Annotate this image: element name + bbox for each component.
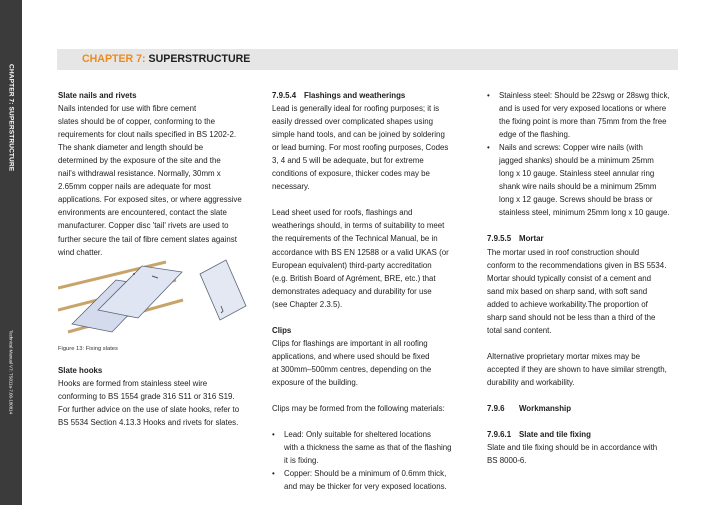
alternative-mortar-line: durability and workability.: [487, 377, 575, 387]
clips-heading: Clips: [272, 325, 292, 335]
flashings-line: simple hand tools, and can be joined by soldering: [272, 130, 445, 140]
list-item-line: and may be thicker for very exposed locations.: [284, 482, 447, 492]
alternative-mortar-line: Alternative proprietary mortar mixes may be: [487, 351, 641, 361]
lead-sheet-line: Lead sheet used for roofs, flashings and: [272, 208, 413, 218]
clips-line: exposure of the building.: [272, 377, 358, 387]
section-title: Flashings and weatherings: [304, 91, 406, 100]
section-number: 7.9.5.4: [272, 91, 297, 100]
section-number: 7.9.6.1: [487, 430, 512, 440]
lead-sheet-line: (e.g. British Board of Agrément, BRE, etc.) that: [272, 273, 436, 283]
list-item-line: and is used for very exposed locations or where: [499, 104, 667, 114]
mortar-line: The mortar used in roof construction should: [487, 247, 640, 257]
list-item-line: long x 12 gauge. Screws should be brass or: [499, 195, 653, 205]
flashings-line: conditions of exposure, thicker codes may be: [272, 169, 430, 179]
mortar-line: Mortar should typically consist of a cement and: [487, 273, 652, 283]
flashings-line: 3, 4 and 5 will be adequate, but for extreme: [272, 156, 424, 166]
slate-hooks-line: BS 5534 Section 4.13.3 Hooks and rivets for slates.: [58, 418, 239, 428]
flashings-line: Lead is generally ideal for roofing purposes; it is: [272, 104, 440, 114]
slate-tile-fixing-heading: [487, 428, 685, 441]
list-item-line: stainless steel, minimum 25mm long x 10 gauge.: [499, 208, 670, 218]
slate-nails-line: manufacturer. Copper disc 'tail' rivets are used to: [58, 221, 229, 231]
slate-nails-line: wind chatter.: [58, 247, 103, 257]
slate-nails-line: applications. For exposed sites, or where aggressive: [58, 195, 242, 205]
slate-hooks-heading: Slate hooks: [58, 366, 103, 375]
list-item-line: • Nails and screws: Copper wire nails (with: [499, 143, 643, 153]
list-item-line: with a thickness the same as that of the flashing: [284, 443, 452, 453]
slate-nails-line: further secure the tail of fibre cement slates against: [58, 234, 237, 244]
chapter-number: CHAPTER 7:: [82, 53, 146, 65]
chapter-title: [82, 52, 250, 66]
mortar-line: added to achieve workability.The proportion of: [487, 299, 648, 309]
list-item-line: shank wire nails should be a minimum 25mm: [499, 182, 657, 192]
flashings-heading: [272, 89, 474, 102]
mortar-heading: [487, 232, 685, 245]
clips-line: Clips for flashings are important in all roofing: [272, 338, 428, 348]
sidebar-chapter-label: CHAPTER 7: SUPERSTRUCTURE: [7, 64, 15, 172]
slate-hooks-line: Hooks are formed from stainless steel wire: [58, 379, 208, 389]
slate-nails-line: nail's withdrawal resistance. Normally, 30mm x: [58, 169, 221, 179]
lead-sheet-line: the requirements of the Technical Manual, be in: [272, 234, 438, 244]
list-item-line: the fixing point is more than 75mm from the free: [499, 117, 667, 127]
workmanship-heading: [487, 402, 685, 415]
slate-batten-illustration-left: [58, 262, 183, 332]
slate-nails-line: slates should be of copper, conforming to the: [58, 117, 216, 127]
slate-hooks-line: conforming to BS 1554 grade 316 S11 or 316 S19.: [58, 392, 235, 402]
list-item-line: • Copper: Should be a minimum of 0.6mm thick,: [284, 469, 447, 479]
column-1-slate-hooks: [58, 364, 256, 429]
list-item-line: long x 10 gauge. Stainless steel annular ring: [499, 169, 655, 179]
alternative-mortar-line: accepted if they are shown to have similar strength,: [487, 364, 667, 374]
mortar-line: sand mix based on sharp sand, with soft sand: [487, 286, 648, 296]
slate-fixing-line: Slate and tile fixing should be in accordance with: [487, 443, 658, 453]
section-title: Workmanship: [519, 403, 572, 413]
slate-nails-line: Nails intended for use with fibre cement: [58, 104, 197, 114]
lead-sheet-line: accordance with BS EN 12588 or a valid UKAS (or: [272, 247, 449, 257]
flashings-line: or lead burning. For most roofing purposes, Codes: [272, 143, 449, 153]
flashings-line: necessary.: [272, 182, 310, 192]
mortar-line: total sand content.: [487, 325, 552, 335]
list-item-line: edge of the flashing.: [499, 130, 571, 140]
section-number: 7.9.6: [487, 403, 505, 413]
sidebar-manual-label: Technical Manual V7: TS011a-7.00-180814: [8, 330, 14, 415]
lead-sheet-line: (see Chapter 2.3.5).: [272, 299, 343, 309]
section-title: Slate and tile fixing: [519, 430, 591, 440]
clips-materials-list: [272, 428, 474, 493]
section-number: 7.9.5.5: [487, 234, 512, 244]
slate-nails-line: determined by the exposure of the site and the: [58, 156, 221, 166]
slate-fixing-line: BS 8000-6.: [487, 456, 527, 466]
column-2: [272, 89, 474, 493]
slate-hooks-line: For further advice on the use of slate hooks, refer to: [58, 405, 240, 415]
list-item: [272, 467, 474, 493]
lead-sheet-line: European equivalent) third-party accreditation: [272, 260, 432, 270]
slate-nails-line: requirements for clout nails specified in BS 1202-2.: [58, 130, 237, 140]
chapter-sidebar: [0, 0, 22, 505]
slate-nails-line: 2.65mm copper nails are adequate for most: [58, 182, 211, 192]
list-item-line: • Stainless steel: Should be 22swg or 28swg thick,: [499, 91, 670, 100]
materials-list-continued: [487, 89, 685, 219]
slate-nails-line: The shank diameter and length should be: [58, 143, 204, 153]
list-item-line: • Lead: Only suitable for sheltered locations: [284, 430, 431, 440]
figure-caption: Figure 13: Fixing slates: [58, 346, 118, 352]
flashings-line: easily dressed over complicated shapes using: [272, 117, 433, 127]
slate-nails-heading: Slate nails and rivets: [58, 91, 137, 100]
list-item-line: jagged shanks) should be a minimum 25mm: [499, 156, 654, 166]
mortar-line: conform to the recommendations given in BS 5534.: [487, 260, 667, 270]
lead-sheet-line: demonstrates adequacy and durability for use: [272, 286, 432, 296]
list-item-line: it is fixing.: [284, 456, 319, 466]
slate-nails-line: environments are encountered, contact the slate: [58, 208, 227, 218]
column-3: [487, 89, 685, 467]
list-item: [272, 428, 474, 467]
slate-hook-illustration-right: [200, 260, 246, 320]
list-item: [487, 141, 685, 219]
column-1: [58, 89, 256, 259]
fixing-slates-figure: [58, 254, 253, 334]
section-title: Mortar: [519, 234, 544, 244]
mortar-line: sharp sand should not be less than a third of the: [487, 312, 656, 322]
list-item: [487, 89, 685, 141]
clips-line: at 300mm–500mm centres, depending on the: [272, 364, 432, 374]
clips-materials-intro: Clips may be formed from the following materials:: [272, 403, 445, 413]
chapter-name: SUPERSTRUCTURE: [148, 53, 251, 65]
lead-sheet-line: weatherings should, in terms of suitability to meet: [272, 221, 445, 231]
clips-line: applications, and where used should be fixed: [272, 351, 430, 361]
